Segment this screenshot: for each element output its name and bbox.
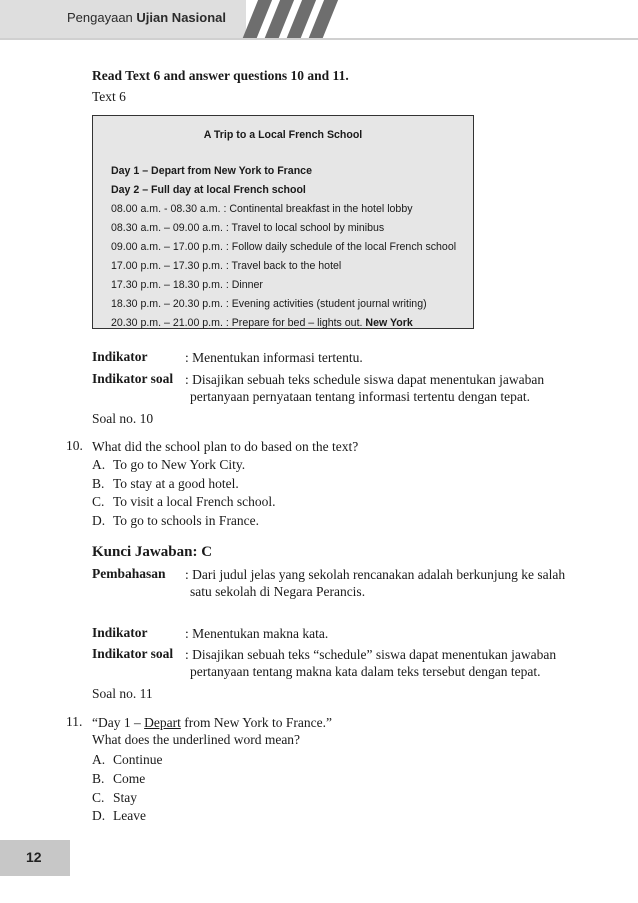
- soal-number: Soal no. 11: [92, 686, 153, 701]
- quote-after: from New York to France.”: [180, 715, 332, 730]
- option-letter: D.: [92, 513, 106, 528]
- indikator-soal-line2: pertanyaan pernyataan tentang informasi tertentu dengan tepat.: [190, 389, 530, 404]
- header-title-prefix: Pengayaan: [67, 10, 133, 25]
- schedule-item: 09.00 a.m. – 17.00 p.m. : Follow daily schedule of the local French school: [111, 241, 457, 253]
- indikator-soal-label: Indikator soal: [92, 371, 174, 386]
- underlined-word: Depart: [144, 715, 181, 730]
- option-text: To stay at a good hotel.: [113, 476, 239, 491]
- schedule-day2: Day 2 – Full day at local French school: [111, 184, 306, 196]
- question-number: 10.: [66, 438, 83, 453]
- option-text: Stay: [113, 790, 138, 805]
- option-letter: B.: [92, 476, 105, 491]
- page-header: [0, 0, 638, 40]
- option-text: Leave: [113, 808, 146, 823]
- schedule-last-item-text: 20.30 p.m. – 21.00 p.m. : Prepare for bed – lights out.: [111, 317, 363, 329]
- indikator-soal-line1: : Disajikan sebuah teks “schedule” siswa dapat menentukan jawaban: [185, 647, 557, 662]
- option-text: To go to New York City.: [113, 457, 246, 472]
- question-text: What did the school plan to do based on the text?: [92, 439, 359, 454]
- quote-before: “Day 1 –: [92, 715, 145, 730]
- indikator-label: Indikator: [92, 625, 148, 640]
- soal-number: Soal no. 10: [92, 411, 154, 426]
- header-divider: [0, 38, 638, 40]
- option-letter: A.: [92, 457, 106, 472]
- text-label: Text 6: [92, 89, 126, 104]
- option-letter: C.: [92, 790, 105, 805]
- indikator-soal-label: Indikator soal: [92, 646, 174, 661]
- schedule-item: 08.30 a.m. – 09.00 a.m. : Travel to local school by minibus: [111, 222, 385, 234]
- indikator-value: : Menentukan makna kata.: [185, 626, 329, 641]
- question-text: What does the underlined word mean?: [92, 732, 301, 747]
- option-text: Come: [113, 771, 146, 786]
- option-text: To visit a local French school.: [113, 494, 276, 509]
- header-title: [67, 10, 226, 25]
- indikator-label: Indikator: [92, 349, 148, 364]
- option-text: Continue: [113, 752, 163, 767]
- indikator-value: : Menentukan informasi tertentu.: [185, 350, 363, 365]
- instruction-text: Read Text 6 and answer questions 10 and 11.: [92, 68, 349, 83]
- schedule-item: 17.30 p.m. – 18.30 p.m. : Dinner: [111, 279, 263, 291]
- schedule-item: 08.00 a.m. - 08.30 a.m. : Continental breakfast in the hotel lobby: [111, 203, 413, 215]
- schedule-box: [92, 115, 474, 329]
- answer-key: Kunci Jawaban: C: [92, 544, 213, 560]
- header-stripes-decoration: [236, 0, 346, 40]
- header-title-bold: Ujian Nasional: [136, 10, 226, 25]
- question-number: 11.: [66, 714, 83, 729]
- pembahasan-line2: satu sekolah di Negara Perancis.: [190, 584, 366, 599]
- schedule-last-item-bold: New York: [365, 317, 413, 329]
- indikator-soal-line1: : Disajikan sebuah teks schedule siswa dapat menentukan jawaban: [185, 372, 545, 387]
- page-number: 12: [26, 849, 42, 865]
- pembahasan-line1: : Dari judul jelas yang sekolah rencanakan adalah berkunjung ke salah: [185, 567, 566, 582]
- option-letter: A.: [92, 752, 106, 767]
- schedule-title: A Trip to a Local French School: [203, 129, 363, 141]
- schedule-item: 17.00 p.m. – 17.30 p.m. : Travel back to the hotel: [111, 260, 342, 272]
- question-quote: [92, 714, 332, 732]
- option-text: To go to schools in France.: [113, 513, 260, 528]
- pembahasan-label: Pembahasan: [92, 566, 166, 581]
- schedule-last-item: [111, 317, 413, 329]
- option-letter: C.: [92, 494, 105, 509]
- option-letter: B.: [92, 771, 105, 786]
- indikator-soal-line2: pertanyaan tentang makna kata dalam teks tersebut dengan tepat.: [190, 664, 541, 679]
- option-letter: D.: [92, 808, 106, 823]
- schedule-day1: Day 1 – Depart from New York to France: [111, 165, 312, 177]
- schedule-item: 18.30 p.m. – 20.30 p.m. : Evening activities (student journal writing): [111, 298, 427, 310]
